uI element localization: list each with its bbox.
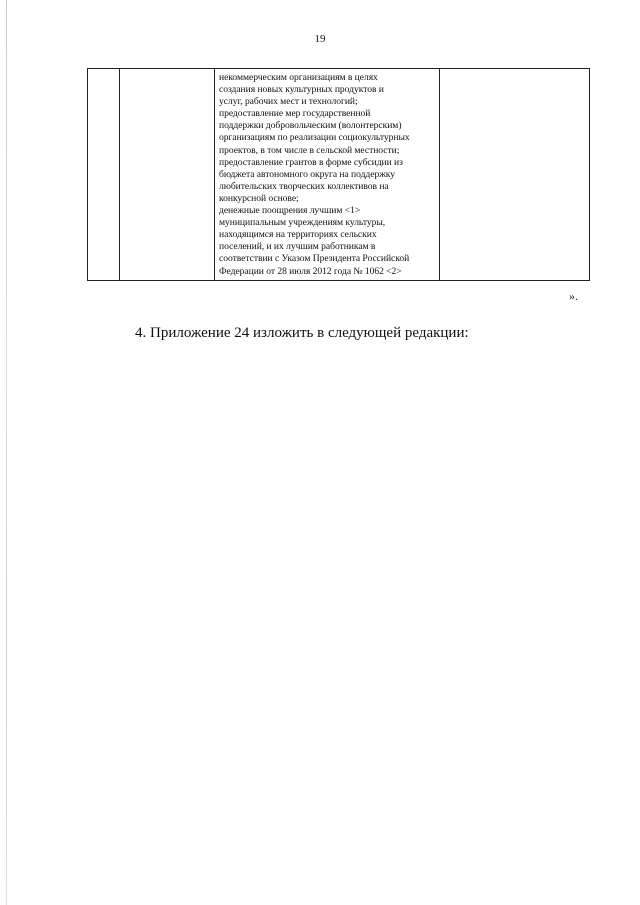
- cell-line: находящимся на территориях сельских: [219, 229, 377, 241]
- section-heading: 4. Приложение 24 изложить в следующей редакции:: [135, 325, 469, 341]
- cell-line: любительских творческих коллективов на: [219, 180, 389, 192]
- table-cell-notes: [440, 69, 590, 281]
- cell-line: предоставление грантов в форме субсидии из: [219, 156, 403, 168]
- table-cell-name: [120, 69, 215, 281]
- cell-line: поселений, и их лучшим работникам в: [219, 241, 376, 253]
- document-table: [87, 68, 590, 281]
- page-number: 19: [314, 33, 326, 45]
- cell-line: муниципальным учреждениям культуры,: [219, 217, 386, 229]
- cell-line: предоставление мер государственной: [219, 108, 371, 120]
- cell-line: конкурсной основе;: [219, 192, 299, 204]
- cell-line: соответствии с Указом Президента Российской: [219, 253, 410, 265]
- cell-line: денежные поощрения лучшим <1>: [219, 205, 361, 217]
- scan-edge-shadow: [6, 0, 7, 905]
- closing-quote: ».: [569, 289, 578, 303]
- cell-line: бюджета автономного округа на поддержку: [219, 168, 396, 180]
- table-row: [88, 69, 590, 281]
- cell-text: [215, 69, 439, 280]
- table-cell-number: [88, 69, 120, 281]
- table-cell-description: [215, 69, 440, 281]
- cell-line: Федерации от 28 июля 2012 года № 1062 <2>: [219, 265, 402, 277]
- cell-line: организациям по реализации социокультурных: [219, 132, 410, 144]
- cell-line: проектов, в том числе в сельской местности;: [219, 144, 400, 156]
- cell-line: услуг, рабочих мест и технологий;: [219, 96, 358, 108]
- cell-line: некоммерческим организациям в целях: [219, 72, 378, 83]
- cell-line: поддержки добровольческим (волонтерским): [219, 120, 402, 132]
- cell-line: создания новых культурных продуктов и: [219, 84, 384, 96]
